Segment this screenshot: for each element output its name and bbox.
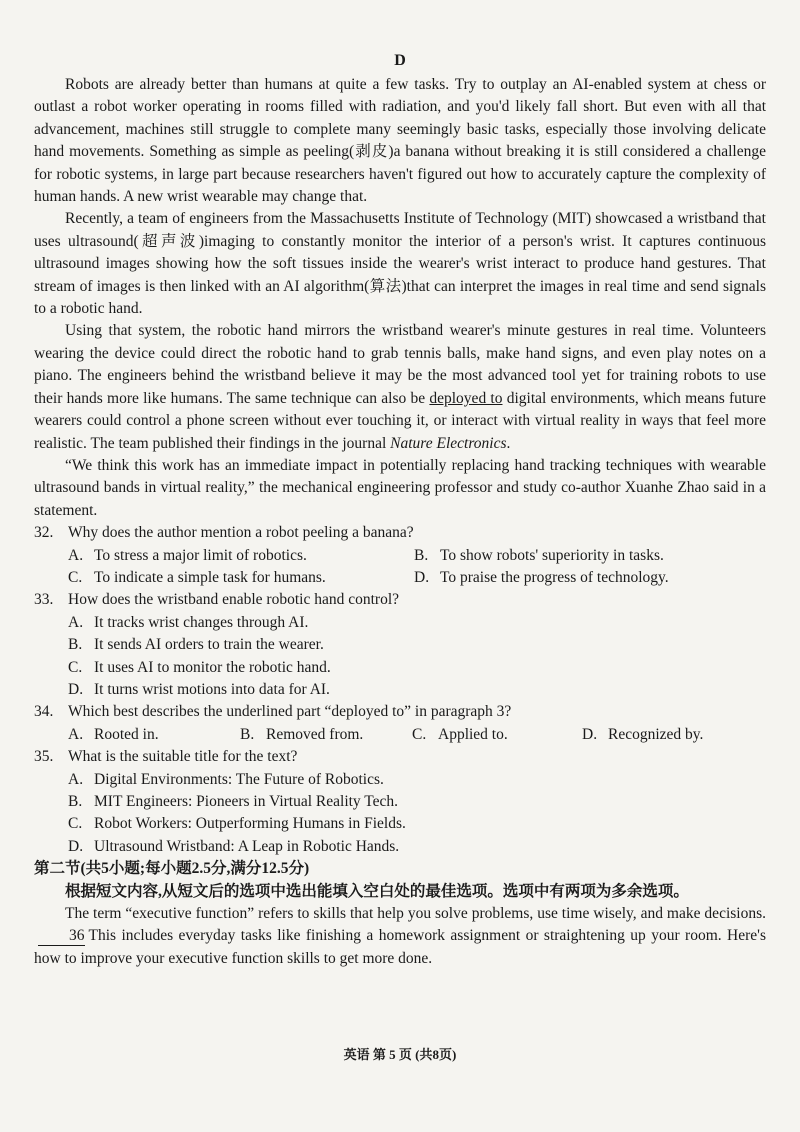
- option-b[interactable]: B. To show robots' superiority in tasks.: [414, 546, 664, 564]
- passage-paragraph-2: Recently, a team of engineers from the Massachusetts Institute of Technology (MIT) showcased a wristband that uses ultrasound(超声波)imaging to constantly monitor the interior of a person's wrist. It captures continuous ultrasound images showing how the soft tissues inside the wearer's wrist interact to produce hand gestures. That stream of images is then linked with an AI algorithm(算法)that can interpret the images in real time and send signals to a robotic hand.: [34, 210, 766, 318]
- option-a[interactable]: A. To stress a major limit of robotics.: [68, 546, 307, 564]
- question-number: 34.: [34, 703, 54, 721]
- option-c[interactable]: C. Robot Workers: Outperforming Humans in Fields.: [68, 815, 406, 833]
- underlined-phrase: deployed to: [429, 389, 503, 407]
- passage-text-a: The term “executive function” refers to skills that help you solve problems, use time wisely, and make decisions.: [65, 905, 766, 923]
- page-footer: 英语 第 5 页 (共8页): [343, 1047, 457, 1062]
- question-text: Why does the author mention a robot peeling a banana?: [68, 524, 414, 542]
- question-34-options: [34, 724, 766, 746]
- option-d[interactable]: D. It turns wrist motions into data for AI.: [68, 680, 330, 698]
- option-c[interactable]: C. To indicate a simple task for humans.: [68, 568, 326, 586]
- passage-text-b: This includes everyday tasks like finishing a homework assignment or straightening up your room. Here's how to improve your executive function skills to get more done.: [34, 927, 766, 967]
- question-text: Which best describes the underlined part “deployed to” in paragraph 3?: [68, 703, 512, 721]
- question-33: [34, 589, 766, 611]
- option-b[interactable]: B. Removed from.: [240, 725, 364, 743]
- section-2-passage: [34, 903, 766, 970]
- passage-paragraph-4: “We think this work has an immediate impact in potentially replacing hand tracking techniques with wearable ultrasound bands in virtual reality,” the mechanical engineering professor and study co-author Xuanhe Zhao said in a statement.: [34, 456, 766, 519]
- question-34: [34, 701, 766, 723]
- question-number: 32.: [34, 524, 54, 542]
- section-2-heading: 第二节(共5小题;每小题2.5分,满分12.5分): [34, 860, 310, 878]
- question-35: [34, 746, 766, 768]
- question-text: How does the wristband enable robotic hand control?: [68, 591, 400, 609]
- p3-text-b: digital environments, which means future wearers could control a phone screen without ever touching it, or interact with virtual reality in ways that feel more realistic. The team published their findings in the journal: [34, 389, 766, 452]
- question-text: What is the suitable title for the text?: [68, 748, 298, 766]
- blank-36[interactable]: 36: [38, 927, 85, 946]
- passage-paragraph-3: [34, 320, 766, 454]
- p3-text-a: Using that system, the robotic hand mirrors the wristband wearer's minute gestures in real time. Volunteers wearing the device could direct the robotic hand to grab tennis balls, make hand signs, and even play notes on a piano. The engineers behind the wristband believe it may be the most advanced tool yet for training robots to use their hands more like humans. The same technique can also be: [34, 322, 766, 407]
- option-a[interactable]: A. It tracks wrist changes through AI.: [68, 613, 309, 631]
- section-letter: D: [394, 52, 406, 69]
- option-a[interactable]: A. Digital Environments: The Future of Robotics.: [68, 770, 384, 788]
- option-c[interactable]: C. Applied to.: [412, 725, 508, 743]
- question-33-options: [34, 612, 766, 702]
- p3-text-c: .: [506, 434, 511, 452]
- option-d[interactable]: D. To praise the progress of technology.: [414, 568, 669, 586]
- option-c[interactable]: C. It uses AI to monitor the robotic hand.: [68, 658, 331, 676]
- journal-name: Nature Electronics: [390, 434, 507, 452]
- section-2-instruction: 根据短文内容,从短文后的选项中选出能填入空白处的最佳选项。选项中有两项为多余选项。: [65, 882, 689, 900]
- option-a[interactable]: A. Rooted in.: [68, 725, 159, 743]
- option-b[interactable]: B. It sends AI orders to train the wearer.: [68, 636, 324, 654]
- question-number: 35.: [34, 748, 54, 766]
- option-b[interactable]: B. MIT Engineers: Pioneers in Virtual Reality Tech.: [68, 793, 399, 810]
- question-35-options: [34, 769, 766, 859]
- question-number: 33.: [34, 591, 54, 609]
- option-d[interactable]: D. Ultrasound Wristband: A Leap in Robotic Hands.: [68, 837, 400, 855]
- question-32-options: [34, 545, 766, 590]
- question-32: [34, 522, 766, 544]
- passage-paragraph-1: Robots are already better than humans at quite a few tasks. Try to outplay an AI-enabled system at chess or outlast a robot worker operating in rooms filled with radiation, and you'd likely fall short. But even with all that advancement, machines still struggle to complete many seemingly basic tasks, especially those involving delicate hand movements. Something as simple as peeling(剥皮)a banana without breaking it is still considered a challenge for robotic systems, in large part because researchers haven't figured out how to accurately capture the complexity of human hands. A new wrist wearable may change that.: [34, 76, 766, 206]
- option-d[interactable]: D. Recognized by.: [582, 725, 704, 743]
